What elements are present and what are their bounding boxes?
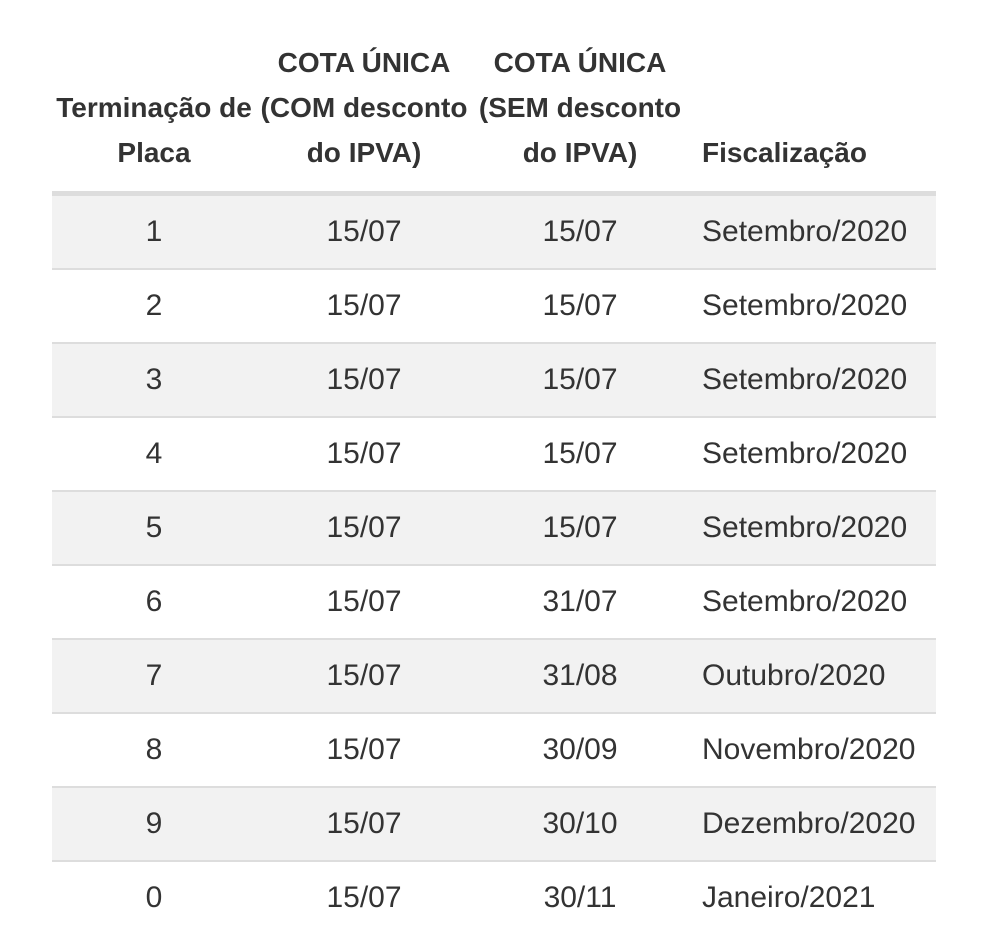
inspection-month-cell: Setembro/2020 [688, 417, 936, 491]
inspection-month-cell: Novembro/2020 [688, 713, 936, 787]
plate-ending-cell: 4 [52, 417, 256, 491]
table-body [52, 193, 936, 934]
with-discount-date-cell: 15/07 [256, 343, 472, 417]
table-row [52, 639, 936, 713]
plate-ending-cell: 8 [52, 713, 256, 787]
plate-ending-cell: 1 [52, 193, 256, 269]
header-inspection: Fiscalização [688, 0, 936, 193]
without-discount-date-cell: 30/10 [472, 787, 688, 861]
with-discount-date-cell: 15/07 [256, 269, 472, 343]
without-discount-date-cell: 15/07 [472, 193, 688, 269]
plate-ending-cell: 3 [52, 343, 256, 417]
table-row [52, 193, 936, 269]
plate-ending-cell: 9 [52, 787, 256, 861]
inspection-month-cell: Setembro/2020 [688, 193, 936, 269]
table-row [52, 713, 936, 787]
table-row [52, 269, 936, 343]
table-row [52, 417, 936, 491]
table-header [52, 0, 936, 193]
plate-ending-cell: 5 [52, 491, 256, 565]
plate-ending-cell: 0 [52, 861, 256, 934]
inspection-month-cell: Dezembro/2020 [688, 787, 936, 861]
without-discount-date-cell: 30/11 [472, 861, 688, 934]
with-discount-date-cell: 15/07 [256, 787, 472, 861]
with-discount-date-cell: 15/07 [256, 491, 472, 565]
plate-ending-cell: 2 [52, 269, 256, 343]
table-row [52, 861, 936, 934]
header-plate-ending: Terminação de Placa [52, 0, 256, 193]
inspection-month-cell: Outubro/2020 [688, 639, 936, 713]
inspection-month-cell: Setembro/2020 [688, 269, 936, 343]
header-single-quota-with-discount: COTA ÚNICA (COM desconto do IPVA) [256, 0, 472, 193]
plate-ending-cell: 7 [52, 639, 256, 713]
without-discount-date-cell: 15/07 [472, 269, 688, 343]
table-row [52, 491, 936, 565]
without-discount-date-cell: 15/07 [472, 491, 688, 565]
with-discount-date-cell: 15/07 [256, 417, 472, 491]
header-row [52, 0, 936, 193]
with-discount-date-cell: 15/07 [256, 193, 472, 269]
with-discount-date-cell: 15/07 [256, 861, 472, 934]
inspection-month-cell: Setembro/2020 [688, 343, 936, 417]
ipva-calendar-table [52, 0, 936, 934]
inspection-month-cell: Setembro/2020 [688, 491, 936, 565]
with-discount-date-cell: 15/07 [256, 565, 472, 639]
ipva-calendar-table-container [52, 0, 936, 934]
table-row [52, 787, 936, 861]
without-discount-date-cell: 15/07 [472, 417, 688, 491]
header-single-quota-without-discount: COTA ÚNICA (SEM desconto do IPVA) [472, 0, 688, 193]
without-discount-date-cell: 31/07 [472, 565, 688, 639]
without-discount-date-cell: 15/07 [472, 343, 688, 417]
without-discount-date-cell: 30/09 [472, 713, 688, 787]
plate-ending-cell: 6 [52, 565, 256, 639]
with-discount-date-cell: 15/07 [256, 713, 472, 787]
inspection-month-cell: Setembro/2020 [688, 565, 936, 639]
without-discount-date-cell: 31/08 [472, 639, 688, 713]
with-discount-date-cell: 15/07 [256, 639, 472, 713]
inspection-month-cell: Janeiro/2021 [688, 861, 936, 934]
table-row [52, 565, 936, 639]
table-row [52, 343, 936, 417]
